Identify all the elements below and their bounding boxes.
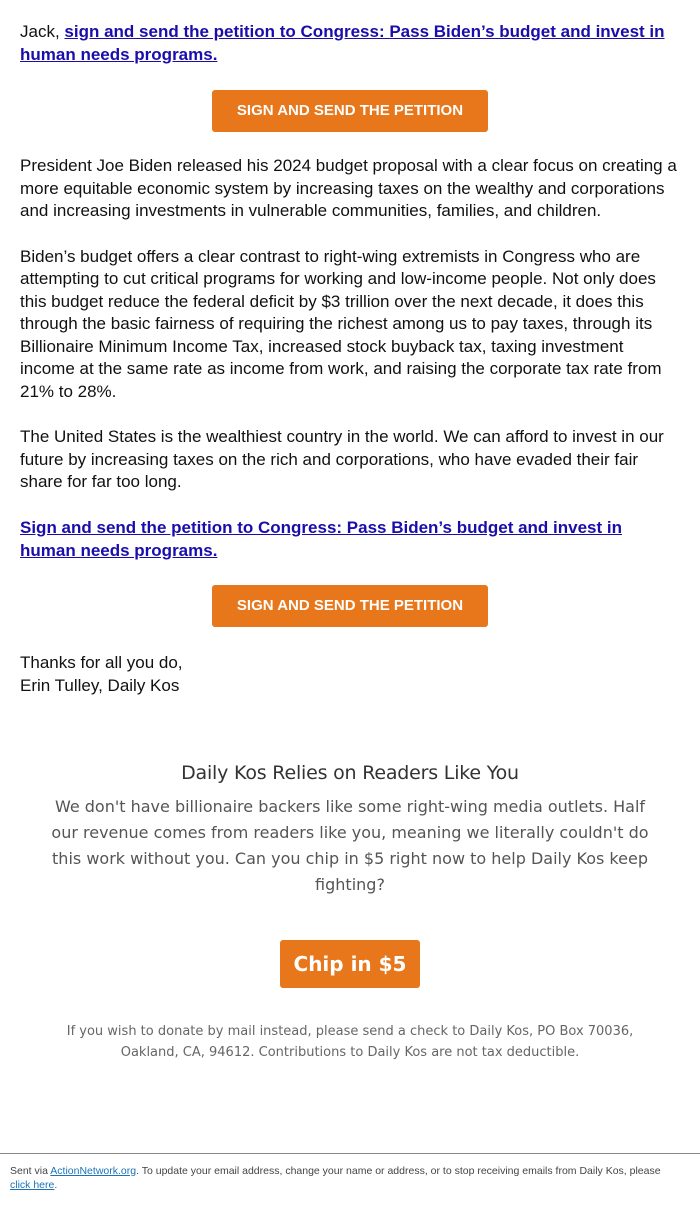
email-body: [20, 20, 680, 697]
footer-suffix: .: [54, 1179, 58, 1191]
footer-text: . To update your email address, change your name or address, or to stop receiving emails from Daily Kos, please: [136, 1165, 661, 1177]
signoff-thanks: Thanks for all you do,: [20, 652, 183, 672]
unsubscribe-link[interactable]: click here: [10, 1179, 55, 1191]
chip-in-button[interactable]: Chip in $5: [280, 940, 420, 988]
signoff: [20, 651, 680, 697]
greeting: Jack,: [20, 22, 60, 41]
footer-prefix: Sent via: [10, 1165, 48, 1177]
footer-divider: [0, 1153, 700, 1154]
paragraph-budget-contrast: Biden’s budget offers a clear contrast to right-wing extremists in Congress who are attempting to cut critical programs for working and low-income people. Not only does this budget reduce the federal deficit by $3 trillion over the next decade, it does this through the basic fairness of requiring the richest among us to pay taxes, through its Billionaire Minimum Income Tax, increased stock buyback tax, taxing investment income at the same rate as income from work, and raising the corporate tax rate from 21% to 28%.: [20, 246, 662, 401]
sign-petition-button-bottom[interactable]: SIGN AND SEND THE PETITION: [212, 585, 488, 627]
paragraph-wealthiest-country: The United States is the wealthiest country in the world. We can afford to invest in our future by increasing taxes on the rich and corporations, who have evaded their fair share for far too long.: [20, 427, 664, 491]
signoff-signature: Erin Tulley, Daily Kos: [20, 675, 180, 695]
intro-line: [20, 20, 680, 66]
donation-section: [40, 760, 660, 1063]
paragraph-budget-proposal: President Joe Biden released his 2024 budget proposal with a clear focus on creating a more equitable economic system by increasing taxes on the wealthy and corporations and increasing investments in vulnerable communities, families, and children.: [20, 156, 677, 220]
donation-appeal: We don't have billionaire backers like some right-wing media outlets. Half our revenue comes from readers like you, meaning we literally couldn't do this work without you. Can you chip in $5 right now to help Daily Kos keep fighting?: [51, 797, 649, 894]
mail-donation-note: If you wish to donate by mail instead, please send a check to Daily Kos, PO Box 70036, Oakland, CA, 94612. Contributions to Daily Kos are not tax deductible.: [66, 1024, 634, 1060]
actionnetwork-link[interactable]: ActionNetwork.org: [50, 1165, 137, 1177]
petition-link-top[interactable]: sign and send the petition to Congress: Pass Biden’s budget and invest in human needs programs.: [20, 22, 665, 64]
donation-heading: Daily Kos Relies on Readers Like You: [181, 762, 519, 784]
sign-petition-button-top[interactable]: SIGN AND SEND THE PETITION: [212, 90, 488, 132]
petition-link-bottom[interactable]: Sign and send the petition to Congress: Pass Biden’s budget and invest in human needs programs.: [20, 517, 622, 560]
footer: [10, 1164, 680, 1192]
